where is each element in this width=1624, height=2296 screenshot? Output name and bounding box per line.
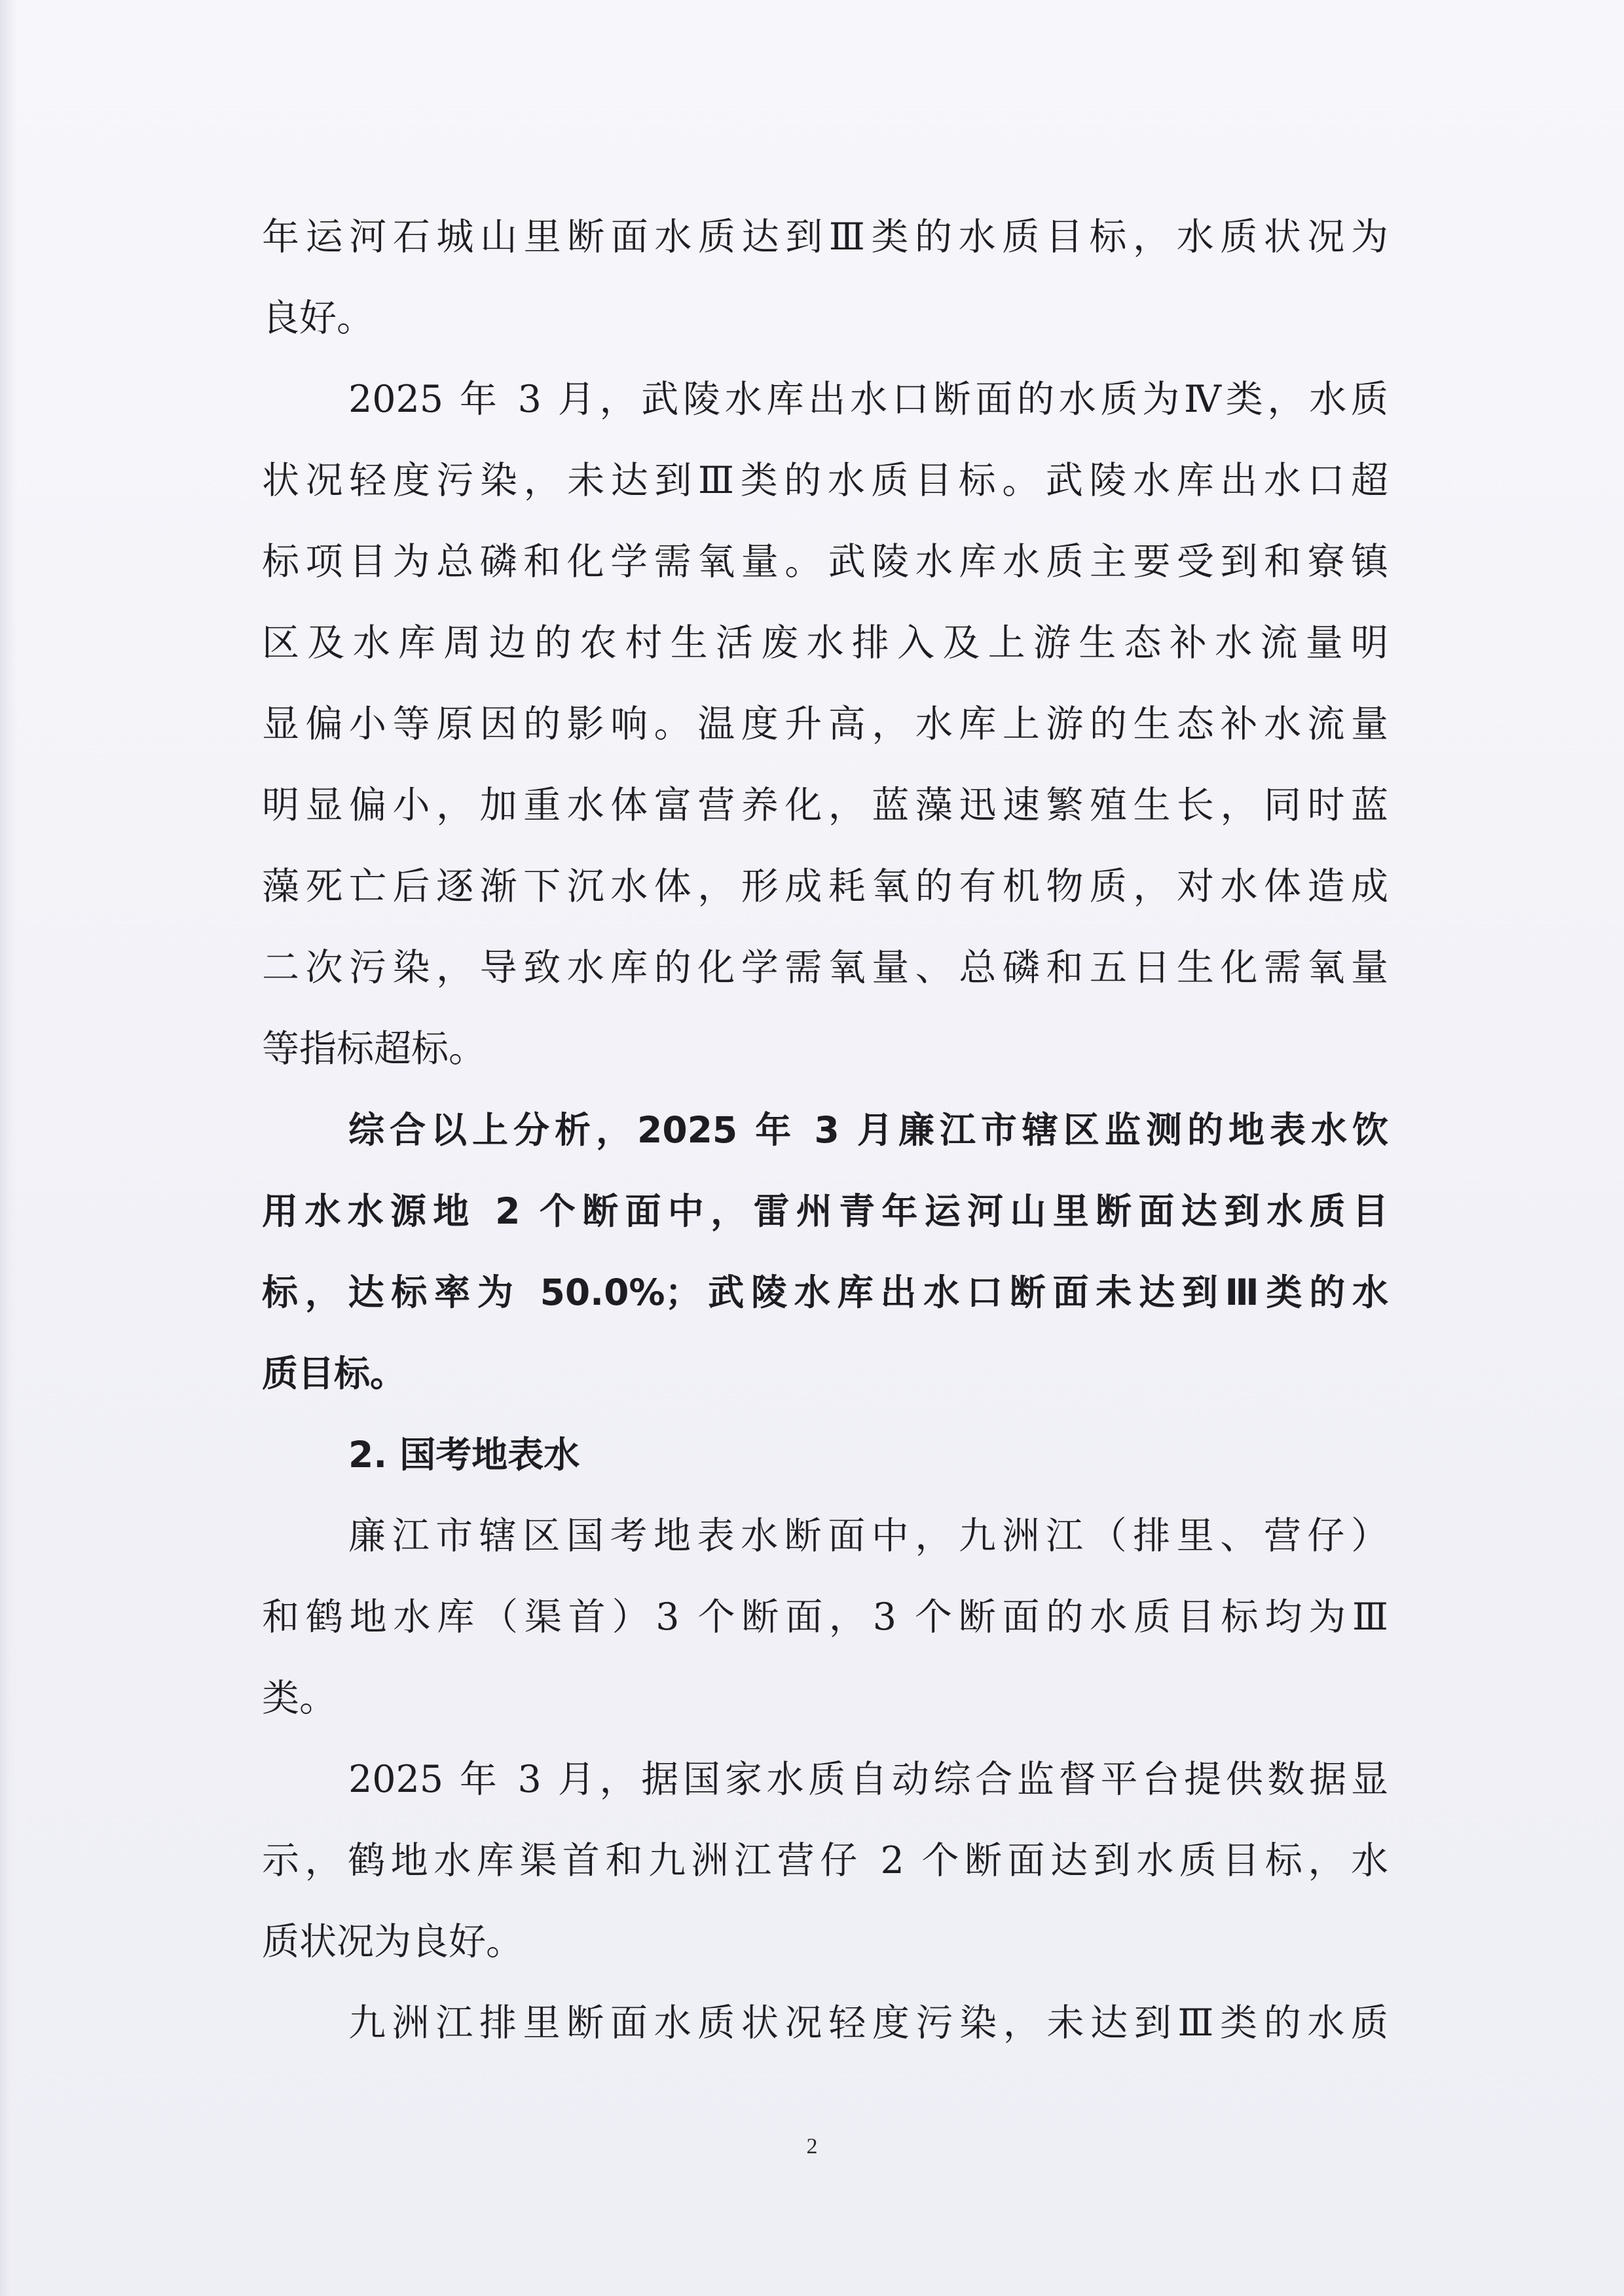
text-line: 2025 年 3 月，武陵水库出水口断面的水质为Ⅳ类，水质 — [348, 378, 1388, 421]
text-line: 标，达标率为 50.0%；武陵水库出水口断面未达到Ⅲ类的水 — [262, 1271, 1388, 1313]
paragraph-3 — [262, 1495, 1388, 1739]
document-body — [262, 196, 1388, 2064]
text-line: 显偏小等原因的影响。温度升高，水库上游的生态补水流量 — [262, 702, 1388, 746]
text-line: 和鹤地水库（渠首）3 个断面，3 个断面的水质目标均为Ⅲ — [262, 1595, 1388, 1639]
text-line: 等指标超标。 — [262, 1027, 486, 1070]
text-line: 廉江市辖区国考地表水断面中，九洲江（排里、营仔） — [348, 1514, 1388, 1558]
summary-paragraph — [262, 1089, 1388, 1414]
text-line: 良好。 — [262, 297, 374, 340]
paragraph-2 — [262, 359, 1388, 1089]
text-line: 年运河石城山里断面水质达到Ⅲ类的水质目标，水质状况为 — [262, 215, 1388, 259]
text-line: 质目标。 — [262, 1353, 407, 1394]
text-line: 九洲江排里断面水质状况轻度污染，未达到Ⅲ类的水质 — [348, 2001, 1388, 2045]
paragraph-1 — [262, 196, 1388, 359]
text-line: 二次污染，导致水库的化学需氧量、总磷和五日生化需氧量 — [262, 946, 1388, 989]
paragraph-4 — [262, 1739, 1388, 1982]
text-line: 标项目为总磷和化学需氧量。武陵水库水质主要受到和寮镇 — [262, 540, 1388, 583]
paragraph-5 — [262, 1982, 1388, 2064]
text-line: 用水水源地 2 个断面中，雷州青年运河山里断面达到水质目 — [262, 1190, 1388, 1232]
text-line: 区及水库周边的农村生活废水排入及上游生态补水流量明 — [262, 621, 1388, 665]
text-line: 示，鹤地水库渠首和九洲江营仔 2 个断面达到水质目标，水 — [262, 1839, 1388, 1882]
page-number: 2 — [806, 2134, 818, 2159]
text-line: 质状况为良好。 — [262, 1920, 523, 1963]
text-line: 综合以上分析，2025 年 3 月廉江市辖区监测的地表水饮 — [348, 1109, 1388, 1151]
scan-edge-shadow — [0, 0, 17, 2296]
text-line: 2025 年 3 月，据国家水质自动综合监督平台提供数据显 — [348, 1758, 1388, 1801]
text-line: 状况轻度污染，未达到Ⅲ类的水质目标。武陵水库出水口超 — [262, 459, 1388, 502]
text-line: 类。 — [262, 1677, 337, 1720]
text-line: 藻死亡后逐渐下沉水体，形成耗氧的有机物质，对水体造成 — [262, 865, 1388, 908]
text-line: 明显偏小，加重水体富营养化，蓝藻迅速繁殖生长，同时蓝 — [262, 784, 1388, 827]
section-heading: 2. 国考地表水 — [348, 1434, 580, 1476]
